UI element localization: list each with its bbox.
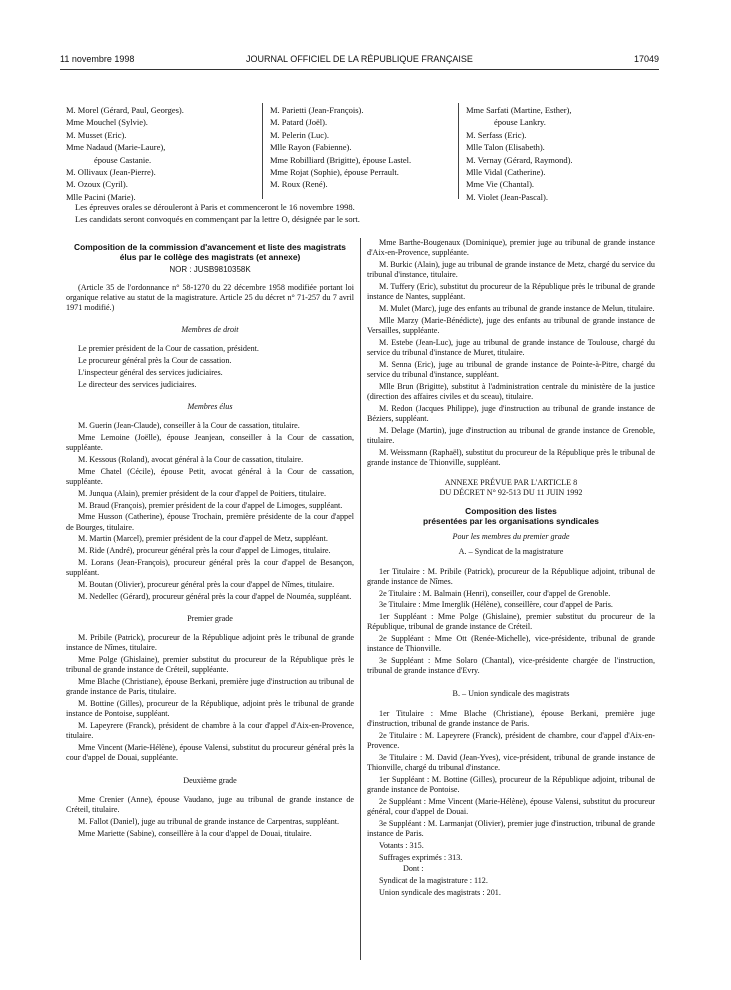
name-entry: M. Morel (Gérard, Paul, Georges).: [66, 105, 184, 115]
dont-label: Dont :: [403, 864, 424, 874]
name-entry: M. Roux (René).: [270, 179, 328, 190]
syndicat-item: 2e Suppléant : Mme Ott (Renée-Michelle), vice-présidente, tribunal de grande instance de Thionville.: [367, 634, 655, 654]
votants: Votants : 315.: [379, 840, 424, 850]
syndicat-item: 2e Titulaire : M. Balmain (Henri), conseiller, cour d'appel de Grenoble.: [379, 588, 611, 598]
droit-item: Le premier président de la Cour de cassation, président.: [78, 344, 259, 354]
elu-item: Mlle Brun (Brigitte), substitut à l'administration centrale du ministère de la justice (direction des affaires civiles et du sceau), titulaire.: [367, 381, 655, 401]
elu-item: Mme Chatel (Cécile), épouse Petit, avocat général à la Cour de cassation, suppléante.: [66, 466, 354, 487]
name-entry: Mlle Vidal (Catherine).: [466, 167, 546, 178]
name-entry: M. Patard (Joël).: [270, 117, 328, 128]
grade-item: Mme Polge (Ghislaine), premier substitut du procureur de la République près le tribunal de grande instance de Créteil, suppléante.: [66, 655, 354, 675]
elu-item: M. Boutan (Olivier), procureur général près la cour d'appel de Nîmes, titulaire.: [78, 580, 335, 589]
grade-item: M. Fallot (Daniel), juge au tribunal de grande instance de Carpentras, suppléant.: [78, 816, 340, 826]
name-entry: M. Ollivaux (Jean-Pierre).: [66, 167, 156, 178]
syndicat-item: 3e Titulaire : M. David (Jean-Yves), vice-président, tribunal de grande instance de Thionville, chargé du tribunal d'instance.: [367, 752, 655, 773]
elu-item: M. Tuffery (Eric), substitut du procureur de la République près le tribunal de grande instance de Nantes, suppléant.: [367, 282, 655, 302]
column-divider: [458, 103, 459, 199]
syndicat-item: 1er Titulaire : M. Pribile (Patrick), procureur de la République adjoint, tribunal de grande instance de Nîmes.: [367, 566, 655, 586]
column-divider: [360, 238, 361, 960]
elu-item: Mme Barthe-Bougenaux (Dominique), premier juge au tribunal de grande instance d'Aix-en-Provence, suppléante.: [367, 238, 655, 258]
elu-item: M. Redon (Jacques Philippe), juge d'instruction au tribunal de grande instance de Béziers, suppléant.: [367, 403, 655, 423]
syndicat-b-heading: B. – Union syndicale des magistrats: [452, 688, 570, 698]
syndicat-item: 3e Suppléant : Mme Solaro (Chantal), vice-présidente chargée de l'instruction, tribunal de grande instance d'Evry.: [367, 656, 655, 676]
exam-notes: [75, 201, 360, 225]
name-entry: épouse Lankry.: [494, 117, 546, 128]
grade-item: Mme Blache (Christiane), épouse Berkani, première juge d'instruction au tribunal de grande instance de Paris, titulaire.: [66, 677, 354, 697]
header-rule: [60, 69, 659, 70]
elu-item: Mlle Marzy (Marie-Bénédicte), juge des enfants au tribunal de grande instance de Versailles, suppléante.: [367, 315, 655, 335]
name-entry: M. Pelerin (Luc).: [270, 129, 330, 140]
grade-item: M. Bottine (Gilles), procureur de la République, adjoint près le tribunal de grande instance de Pontoise, suppléant.: [66, 699, 354, 719]
syndicat-item: 2e Suppléant : Mme Vincent (Marie-Hélène), épouse Valensi, substitut du procureur général, cour d'appel de Douai.: [367, 796, 655, 817]
page-number: 17049: [633, 54, 659, 64]
syndicat-item: 3e Titulaire : Mme Imerglik (Hélène), conseillère, cour d'appel de Paris.: [379, 600, 613, 610]
nor-reference: NOR : JUSB9810358K: [169, 265, 251, 275]
name-entry: M. Serfass (Eric).: [466, 129, 527, 140]
elu-item: M. Mulet (Marc), juge des enfants au tribunal de grande instance de Melun, titulaire.: [379, 304, 655, 313]
elu-item: Mme Husson (Catherine), épouse Trochain, première présidente de la cour d'appel de Bourges, titulaire.: [66, 512, 354, 532]
left-column: [66, 242, 354, 840]
elu-item: M. Braud (François), premier président de la cour d'appel de Limoges, suppléant.: [78, 500, 343, 510]
grade-item: Mme Vincent (Marie-Hélène), épouse Valensi, substitut du procureur général près la cour d'appel de Douai, suppléante.: [66, 743, 354, 763]
elu-item: M. Lorans (Jean-François), procureur général près la cour d'appel de Besançon, suppléant.: [66, 558, 354, 578]
syndicat-item: 2e Titulaire : M. Lapeyrere (Franck), président de chambre, cour d'appel d'Aix-en-Provence.: [367, 730, 655, 751]
column-divider: [262, 103, 263, 199]
elus-heading: Membres élus: [187, 402, 233, 412]
elu-item: M. Junqua (Alain), premier président de la cour d'appel de Poitiers, titulaire.: [78, 488, 327, 498]
name-entry: Mme Sarfati (Martine, Esther),: [466, 105, 572, 115]
right-column: [367, 238, 655, 900]
name-entry: Mme Mouchel (Sylvie).: [66, 117, 148, 128]
name-column-3: [466, 104, 573, 203]
suffrages-exprimes: Suffrages exprimés : 313.: [379, 852, 463, 862]
elu-item: M. Kessous (Roland), avocat général à la Cour de cassation, titulaire.: [78, 455, 304, 465]
elu-item: M. Burkic (Alain), juge au tribunal de grande instance de Metz, chargé du service du tribunal d'instance, titulaire.: [367, 260, 655, 280]
elu-item: M. Weissmann (Raphaël), substitut du procureur de la République près le tribunal de grande instance de Thionville, suppléant.: [367, 447, 655, 467]
grade-item: Mme Crenier (Anne), épouse Vaudano, juge au tribunal de grande instance de Créteil, titulaire.: [66, 794, 354, 815]
name-entry: M. Vernay (Gérard, Raymond).: [466, 154, 573, 165]
droit-item: Le procureur général près la Cour de cassation.: [78, 356, 232, 366]
issue-date: 11 novembre 1998: [60, 54, 135, 64]
syndicat-item: 3e Suppléant : M. Larmanjat (Olivier), premier juge d'instruction, tribunal de grande instance de Paris.: [367, 818, 655, 839]
elu-item: M. Senna (Eric), juge au tribunal de grande instance de Pointe-à-Pitre, chargé du service du tribunal d'instance, suppléant.: [367, 359, 655, 379]
name-entry: Mlle Rayon (Fabienne).: [270, 142, 352, 153]
name-entry: M. Parietti (Jean-François).: [270, 105, 364, 115]
legal-citation: (Article 35 de l'ordonnance n° 58-1270 du 22 décembre 1958 modifiée portant loi organique relative au statut de la magistrature. Article 25 du décret n° 71-257 du 7 avril 1971 modifié.): [66, 282, 354, 313]
elu-item: Mme Lemoine (Joëlle), épouse Jeanjean, conseiller à la Cour de cassation, suppléante.: [66, 433, 354, 453]
name-entry: Mme Robilliard (Brigitte), épouse Lastel.: [270, 154, 412, 165]
result-line: Union syndicale des magistrats : 201.: [379, 888, 501, 897]
droit-heading: Membres de droit: [181, 325, 239, 335]
elu-item: M. Delage (Martin), juge d'instruction au tribunal de grande instance de Grenoble, titulaire.: [367, 425, 655, 445]
elu-item: M. Estebe (Jean-Luc), juge au tribunal de grande instance de Toulouse, chargé du service du tribunal d'instance de Muret, titulaire.: [367, 337, 655, 357]
section-title: Composition de la commission d'avancement et liste des magistrats élus par le collège des magistrats (et annexe): [74, 242, 346, 263]
note-line: Les candidats seront convoqués en commençant par la lettre O, désignée par le sort.: [75, 214, 360, 224]
grade-item: M. Pribile (Patrick), procureur de la République adjoint près le tribunal de grande instance de Nîmes, titulaire.: [66, 633, 354, 653]
syndicat-a-heading: A. – Syndicat de la magistrature: [458, 547, 564, 557]
note-line: Les épreuves orales se dérouleront à Paris et commenceront le 16 novembre 1998.: [75, 202, 355, 212]
name-entry: Mlle Talon (Elisabeth).: [466, 142, 545, 153]
name-entry: Mme Vie (Chantal).: [466, 179, 535, 190]
name-entry: Mlle Pacini (Marie).: [66, 191, 136, 202]
name-entry: Mme Rojat (Sophie), épouse Perrault.: [270, 167, 399, 178]
name-column-1: [66, 104, 184, 203]
syndicat-item: 1er Suppléant : M. Bottine (Gilles), procureur de la République adjoint, tribunal de grande instance de Pontoise.: [367, 774, 655, 795]
name-column-2: [270, 104, 411, 191]
elu-item: M. Guerin (Jean-Claude), conseiller à la Cour de cassation, titulaire.: [78, 421, 300, 431]
name-entry: M. Ozoux (Cyril).: [66, 179, 128, 190]
grade-item: Mme Mariette (Sabine), conseillère à la cour d'appel de Douai, titulaire.: [78, 828, 312, 838]
deuxieme-grade-heading: Deuxième grade: [183, 775, 237, 785]
name-entry: M. Musset (Eric).: [66, 129, 127, 140]
droit-item: Le directeur des services judiciaires.: [78, 379, 197, 389]
elu-item: M. Ride (André), procureur général près la cour d'appel de Limoges, titulaire.: [78, 546, 331, 556]
name-entry: épouse Castanie.: [94, 154, 152, 165]
syndicat-item: 1er Titulaire : Mme Blache (Christiane), épouse Berkani, première juge d'instruction, tribunal de grande instance de Paris.: [367, 708, 655, 729]
premier-grade-members-heading: Pour les membres du premier grade: [452, 532, 570, 542]
elu-item: M. Nedellec (Gérard), procureur général près la cour d'appel de Nouméa, suppléant.: [78, 591, 352, 601]
annexe-title-line: ANNEXE PRÉVUE PAR L'ARTICLE 8: [444, 477, 578, 487]
composition-subtitle: présentées par les organisations syndicales: [423, 516, 599, 526]
page-header: [60, 54, 659, 68]
grade-item: M. Lapeyrere (Franck), président de chambre à la cour d'appel d'Aix-en-Provence, titulaire.: [66, 721, 354, 741]
elu-item: M. Martin (Marcel), premier président de la cour d'appel de Metz, suppléant.: [78, 534, 328, 544]
name-entry: M. Violet (Jean-Pascal).: [466, 191, 548, 202]
journal-title: JOURNAL OFFICIEL DE LA RÉPUBLIQUE FRANÇAISE: [246, 54, 473, 64]
result-line: Syndicat de la magistrature : 112.: [379, 876, 488, 886]
annexe-title-line: DU DÉCRET N° 92-513 DU 11 JUIN 1992: [439, 487, 583, 497]
premier-grade-heading: Premier grade: [187, 614, 233, 623]
composition-title: Composition des listes: [465, 505, 557, 516]
droit-item: L'inspecteur général des services judiciaires.: [78, 368, 223, 378]
name-entry: Mme Nadaud (Marie-Laure),: [66, 142, 166, 153]
syndicat-item: 1er Suppléant : Mme Polge (Ghislaine), premier substitut du procureur de la République, tribunal de grande instance de Créteil.: [367, 612, 655, 632]
